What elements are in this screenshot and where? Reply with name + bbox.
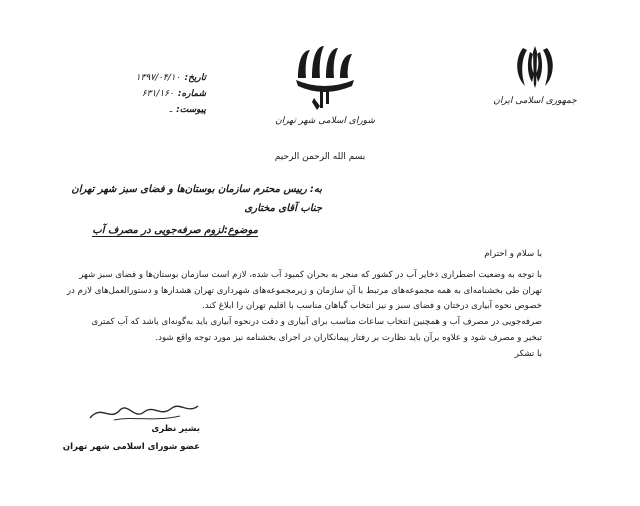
council-caption: شورای اسلامی شهر تهران: [275, 116, 375, 126]
date-row: [96, 70, 206, 86]
subject-line: [92, 225, 258, 236]
body-line: با توجه به وضعیت اضطراری ذخایر آب در کشور که منجر به بحران کمبود آب شده، لازم است سازمان بوستان‌ها و فضای سبز شهر: [79, 269, 542, 280]
bismillah: بسم الله الرحمن الرحیم: [274, 152, 366, 162]
attachment-value: ـ: [169, 105, 173, 115]
recipient-name: جناب آقای مختاری: [244, 203, 322, 214]
republic-logo: [480, 44, 590, 124]
greeting: با سلام و احترام: [484, 249, 542, 259]
republic-caption: جمهوری اسلامی ایران: [493, 96, 577, 106]
body-line: صرفه‌جویی در مصرف آب و همچنین انتخاب ساعات مناسب برای آبیاری و دقت درنحوه آبیاری باید به‌گونه‌ای باشد که آب کمتری: [91, 317, 542, 328]
subject-text: لزوم صرفه‌جویی در مصرف آب: [92, 225, 224, 236]
attachment-row: [96, 102, 206, 118]
body-line: تبخیر و مصرف شود و علاوه برآن باید نظارت بر رفتار پیمانکاران در اجرای بخشنامه نیز مورد توجه واقع شود.: [155, 332, 542, 343]
council-logo: [270, 40, 380, 140]
attachment-label: پیوست:: [176, 105, 206, 115]
letter-body: [2, 247, 542, 363]
council-emblem-icon: [290, 40, 360, 112]
recipient-line: [71, 180, 322, 199]
signatory-name: بشیر نظری: [151, 424, 200, 434]
recipient-title: رییس محترم سازمان بوستان‌ها و فضای سبز شهر تهران: [71, 184, 307, 195]
recipient-block: [71, 180, 322, 218]
date-value: ۱۳۹۷/۰۴/۱۰: [135, 73, 181, 83]
number-label: شماره:: [177, 89, 206, 99]
closing: با تشکر: [514, 348, 542, 359]
body-line: خصوص نحوه آبیاری درختان و فضای سبز و نیز انتخاب گیاهان مناسب با اقلیم تهران را ابلاغ کند.: [202, 301, 542, 312]
body-line: تهران طی بخشنامه‌ای به همه مجموعه‌های مرتبط با آن سازمان و زیرمجموعه‌های شهرداری تهران هشدارها و دستورالعمل‌های لازم در: [66, 285, 542, 296]
date-label: تاریخ:: [184, 73, 206, 83]
recipient-prefix: به:: [309, 184, 322, 195]
signatory-position: عضو شورای اسلامی شهر تهران: [62, 442, 200, 452]
number-value: ۶۳۱/۱۶۰: [141, 89, 174, 99]
subject-label: موضوع:: [223, 225, 258, 236]
republic-emblem-icon: [513, 44, 557, 90]
letter-meta: [96, 70, 206, 118]
signatory-block: [60, 420, 200, 456]
number-row: [96, 86, 206, 102]
